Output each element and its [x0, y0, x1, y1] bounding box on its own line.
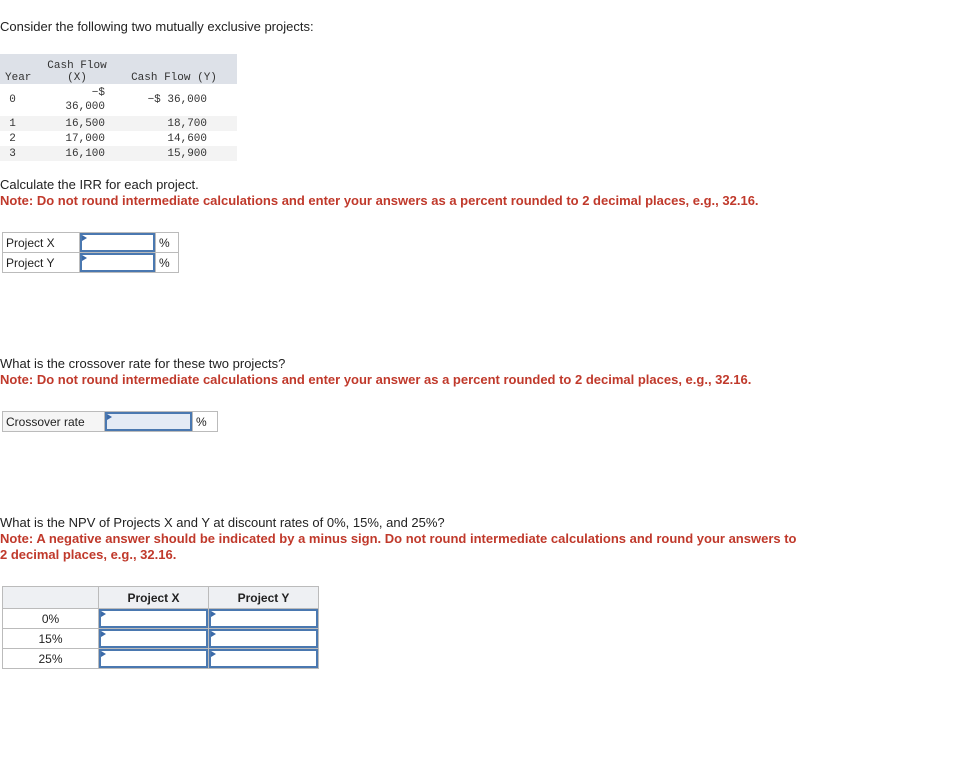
- header-cash-flow-y: Cash Flow (Y): [111, 54, 237, 84]
- irr-row-project-x: [3, 233, 179, 253]
- table-row: [0, 146, 237, 161]
- npv-corner-cell: [3, 587, 99, 609]
- npv-header-project-x: Project X: [99, 587, 209, 609]
- irr-label-project-y: Project Y: [3, 253, 80, 273]
- irr-question: Calculate the IRR for each project.: [0, 177, 199, 192]
- x-cell: 16,100: [43, 146, 111, 161]
- npv-project-x-25-input[interactable]: [99, 649, 208, 668]
- x-cell: [43, 84, 111, 116]
- year-cell: 0: [9, 94, 16, 106]
- npv-project-x-15-input[interactable]: [99, 629, 208, 648]
- npv-rate-0: 0%: [3, 609, 99, 629]
- npv-rate-15: 15%: [3, 629, 99, 649]
- npv-note-line2: 2 decimal places, e.g., 32.16.: [0, 547, 177, 562]
- npv-project-y-0-input[interactable]: [209, 609, 318, 628]
- year-cell: 3: [0, 146, 43, 161]
- crossover-row: [3, 412, 218, 432]
- percent-unit: %: [193, 412, 218, 432]
- npv-row-0: [3, 609, 319, 629]
- npv-row-25: [3, 649, 319, 669]
- y-cell: 15,900: [111, 146, 237, 161]
- y-cell: 18,700: [111, 116, 237, 131]
- npv-question: What is the NPV of Projects X and Y at discount rates of 0%, 15%, and 25%?: [0, 515, 445, 530]
- table-row: [0, 116, 237, 131]
- header-x-line1: Cash Flow: [47, 60, 107, 72]
- cash-flow-table: [0, 54, 237, 161]
- crossover-question: What is the crossover rate for these two projects?: [0, 356, 286, 371]
- npv-header-project-y: Project Y: [209, 587, 319, 609]
- crossover-rate-input[interactable]: [105, 412, 192, 431]
- header-cash-flow-x: [43, 54, 111, 84]
- year-cell: 1: [0, 116, 43, 131]
- irr-note: Note: Do not round intermediate calculations and enter your answers as a percent rounded to 2 decimal places, e.g., 32.16.: [0, 193, 759, 208]
- crossover-label: Crossover rate: [3, 412, 105, 432]
- crossover-input-cell: [105, 412, 193, 432]
- x-cell: 16,500: [43, 116, 111, 131]
- irr-input-cell: [80, 233, 156, 253]
- irr-answer-table: [2, 232, 179, 273]
- npv-cell: [99, 649, 209, 669]
- percent-unit: %: [156, 233, 179, 253]
- irr-row-project-y: [3, 253, 179, 273]
- header-year: Year: [0, 54, 43, 84]
- irr-input-cell: [80, 253, 156, 273]
- irr-project-y-input[interactable]: [80, 253, 155, 272]
- npv-note-line1: Note: A negative answer should be indicated by a minus sign. Do not round intermediate calculations and round your answers to: [0, 531, 797, 546]
- table-row: [0, 84, 237, 116]
- year-cell: 2: [9, 132, 16, 145]
- npv-rate-25: 25%: [3, 649, 99, 669]
- npv-row-15: [3, 629, 319, 649]
- npv-cell: [209, 649, 319, 669]
- percent-unit: %: [156, 253, 179, 273]
- npv-project-y-15-input[interactable]: [209, 629, 318, 648]
- npv-cell: [209, 629, 319, 649]
- x-cell-line2: 36,000: [65, 101, 105, 113]
- npv-cell: [99, 609, 209, 629]
- crossover-note: Note: Do not round intermediate calculations and enter your answer as a percent rounded to 2 decimal places, e.g., 32.16.: [0, 372, 752, 387]
- intro-text: Consider the following two mutually exclusive projects:: [0, 19, 314, 34]
- npv-cell: [209, 609, 319, 629]
- npv-header-row: [3, 587, 319, 609]
- x-cell: 17,000: [65, 132, 105, 145]
- irr-project-x-input[interactable]: [80, 233, 155, 252]
- irr-label-project-x: Project X: [3, 233, 80, 253]
- npv-answer-table: [2, 586, 319, 669]
- x-cell-line1: −$: [91, 87, 105, 99]
- npv-cell: [99, 629, 209, 649]
- npv-project-x-0-input[interactable]: [99, 609, 208, 628]
- header-x-line2: (X): [67, 72, 87, 84]
- y-cell: 14,600: [167, 132, 207, 145]
- npv-project-y-25-input[interactable]: [209, 649, 318, 668]
- crossover-answer-table: [2, 411, 218, 432]
- table-row: [0, 131, 237, 146]
- y-cell: −$ 36,000: [147, 94, 207, 106]
